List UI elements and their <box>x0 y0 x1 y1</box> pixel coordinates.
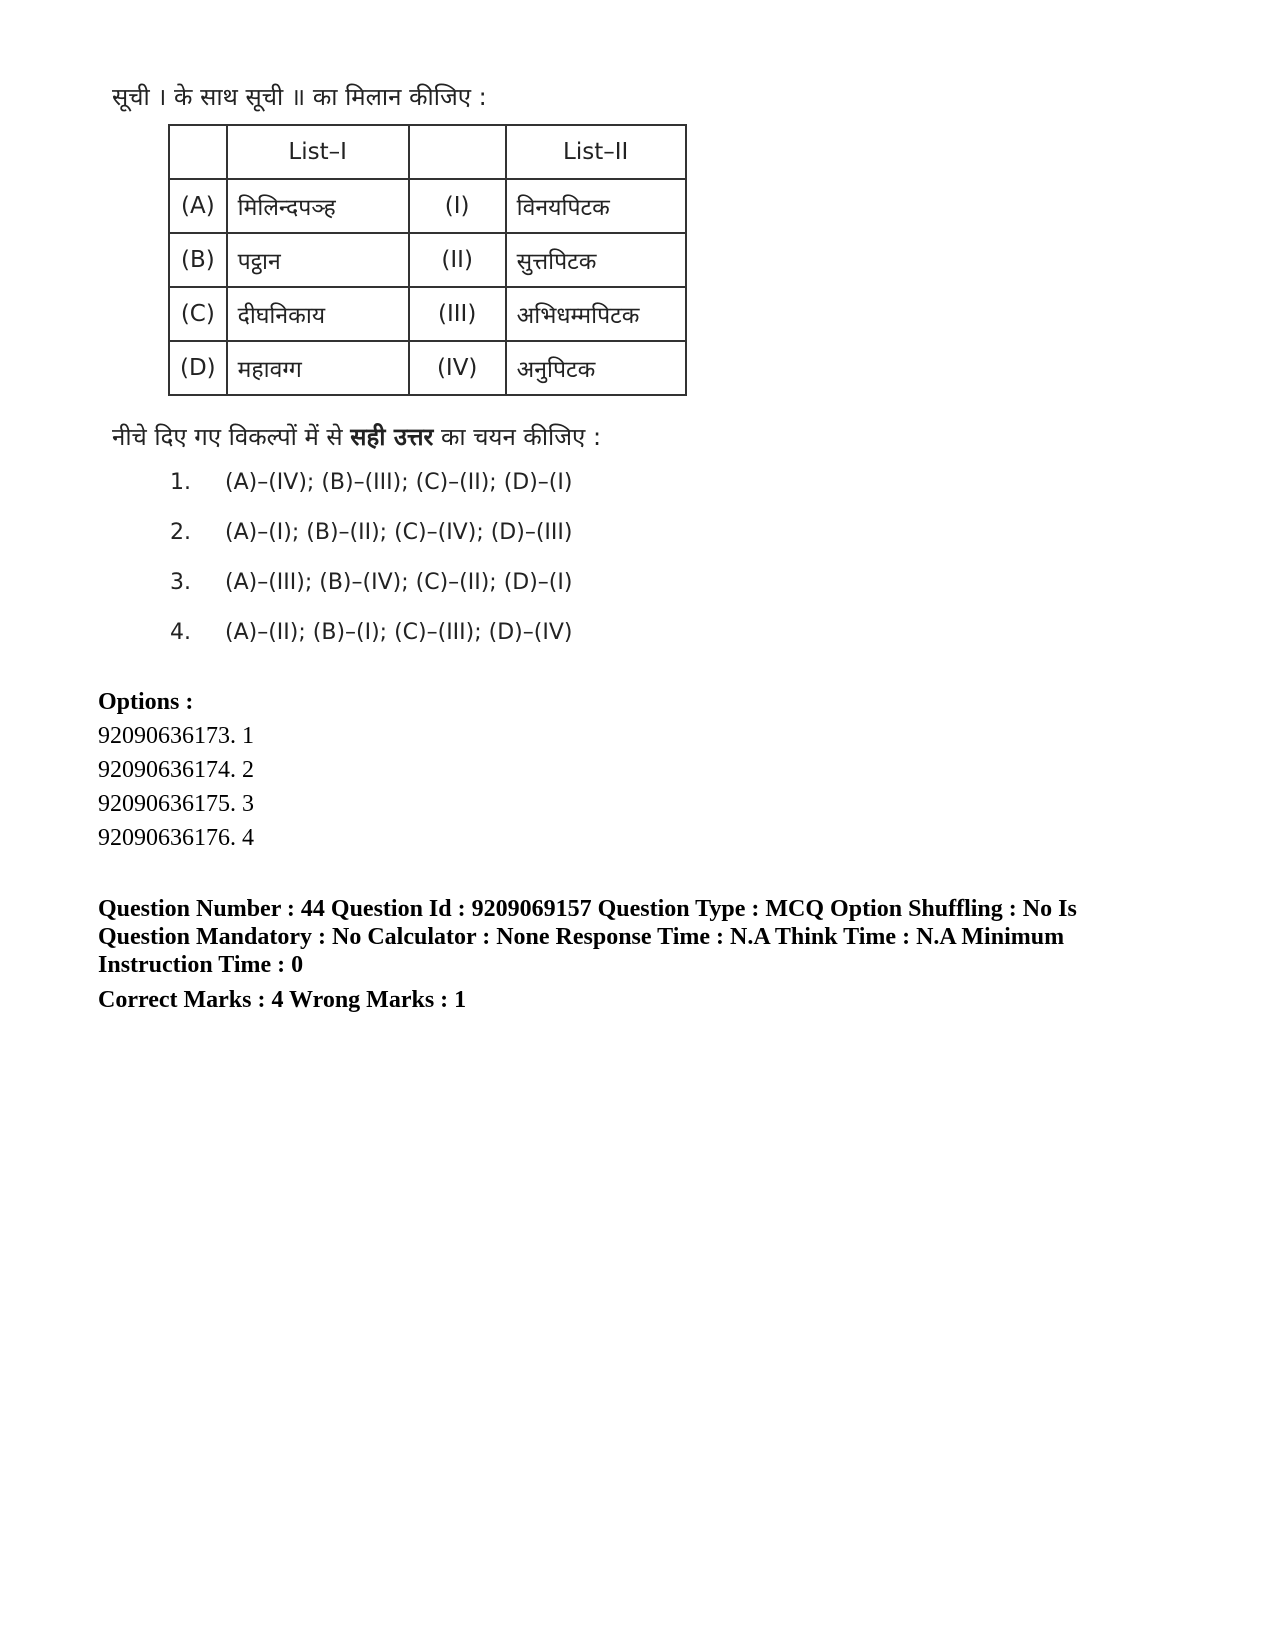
choice-number: 3. <box>170 570 191 595</box>
choice-text: (A)–(IV); (B)–(III); (C)–(II); (D)–(I) <box>225 470 573 495</box>
choice-item <box>170 470 572 520</box>
header-cell <box>409 125 506 179</box>
answer-choices <box>170 470 572 670</box>
answer-instruction <box>112 420 601 453</box>
match-instruction: सूची । के साथ सूची ॥ का मिलान कीजिए : <box>112 83 487 111</box>
match-table <box>168 124 687 396</box>
list-2-item: विनयपिटक <box>506 179 686 233</box>
choice-text: (A)–(I); (B)–(II); (C)–(IV); (D)–(III) <box>225 520 573 545</box>
row-label: (B) <box>169 233 227 287</box>
instruction-emphasis: सही उत्तर <box>350 423 434 451</box>
header-list-1: List–I <box>227 125 409 179</box>
header-list-2: List–II <box>506 125 686 179</box>
row-numeral: (III) <box>409 287 506 341</box>
list-1-item: पट्ठान <box>227 233 409 287</box>
choice-text: (A)–(II); (B)–(I); (C)–(III); (D)–(IV) <box>225 620 573 645</box>
choice-item <box>170 520 572 570</box>
choice-text: (A)–(III); (B)–(IV); (C)–(II); (D)–(I) <box>225 570 573 595</box>
list-1-item: मिलिन्दपञ्ह <box>227 179 409 233</box>
list-2-item: सुत्तपिटक <box>506 233 686 287</box>
list-1-item: दीघनिकाय <box>227 287 409 341</box>
header-cell <box>169 125 227 179</box>
option-item: 92090636173. 1 <box>98 723 254 749</box>
question-metadata: Question Number : 44 Question Id : 9209069157 Question Type : MCQ Option Shuffling : No Is Question Mandatory : No Calculator : None Response Time : N.A Think Time : N.A Minimum Instruction Time : 0 <box>98 896 1077 978</box>
table-row <box>169 233 686 287</box>
option-item: 92090636174. 2 <box>98 757 254 783</box>
choice-number: 2. <box>170 520 191 545</box>
row-label: (C) <box>169 287 227 341</box>
row-label: (D) <box>169 341 227 395</box>
instruction-text: का चयन कीजिए : <box>433 423 602 451</box>
row-numeral: (I) <box>409 179 506 233</box>
table-row <box>169 179 686 233</box>
choice-number: 1. <box>170 470 191 495</box>
table-row <box>169 341 686 395</box>
list-2-item: अनुपिटक <box>506 341 686 395</box>
list-2-item: अभिधम्मपिटक <box>506 287 686 341</box>
row-label: (A) <box>169 179 227 233</box>
options-title: Options : <box>98 689 194 715</box>
row-numeral: (IV) <box>409 341 506 395</box>
marks-info: Correct Marks : 4 Wrong Marks : 1 <box>98 987 467 1013</box>
options-list <box>98 685 254 855</box>
option-item: 92090636175. 3 <box>98 791 254 817</box>
row-numeral: (II) <box>409 233 506 287</box>
option-item: 92090636176. 4 <box>98 825 254 851</box>
choice-item <box>170 620 572 670</box>
instruction-text: नीचे दिए गए विकल्पों में से <box>112 423 351 451</box>
table-row <box>169 287 686 341</box>
choice-item <box>170 570 572 620</box>
table-header-row <box>169 125 686 179</box>
choice-number: 4. <box>170 620 191 645</box>
list-1-item: महावग्ग <box>227 341 409 395</box>
